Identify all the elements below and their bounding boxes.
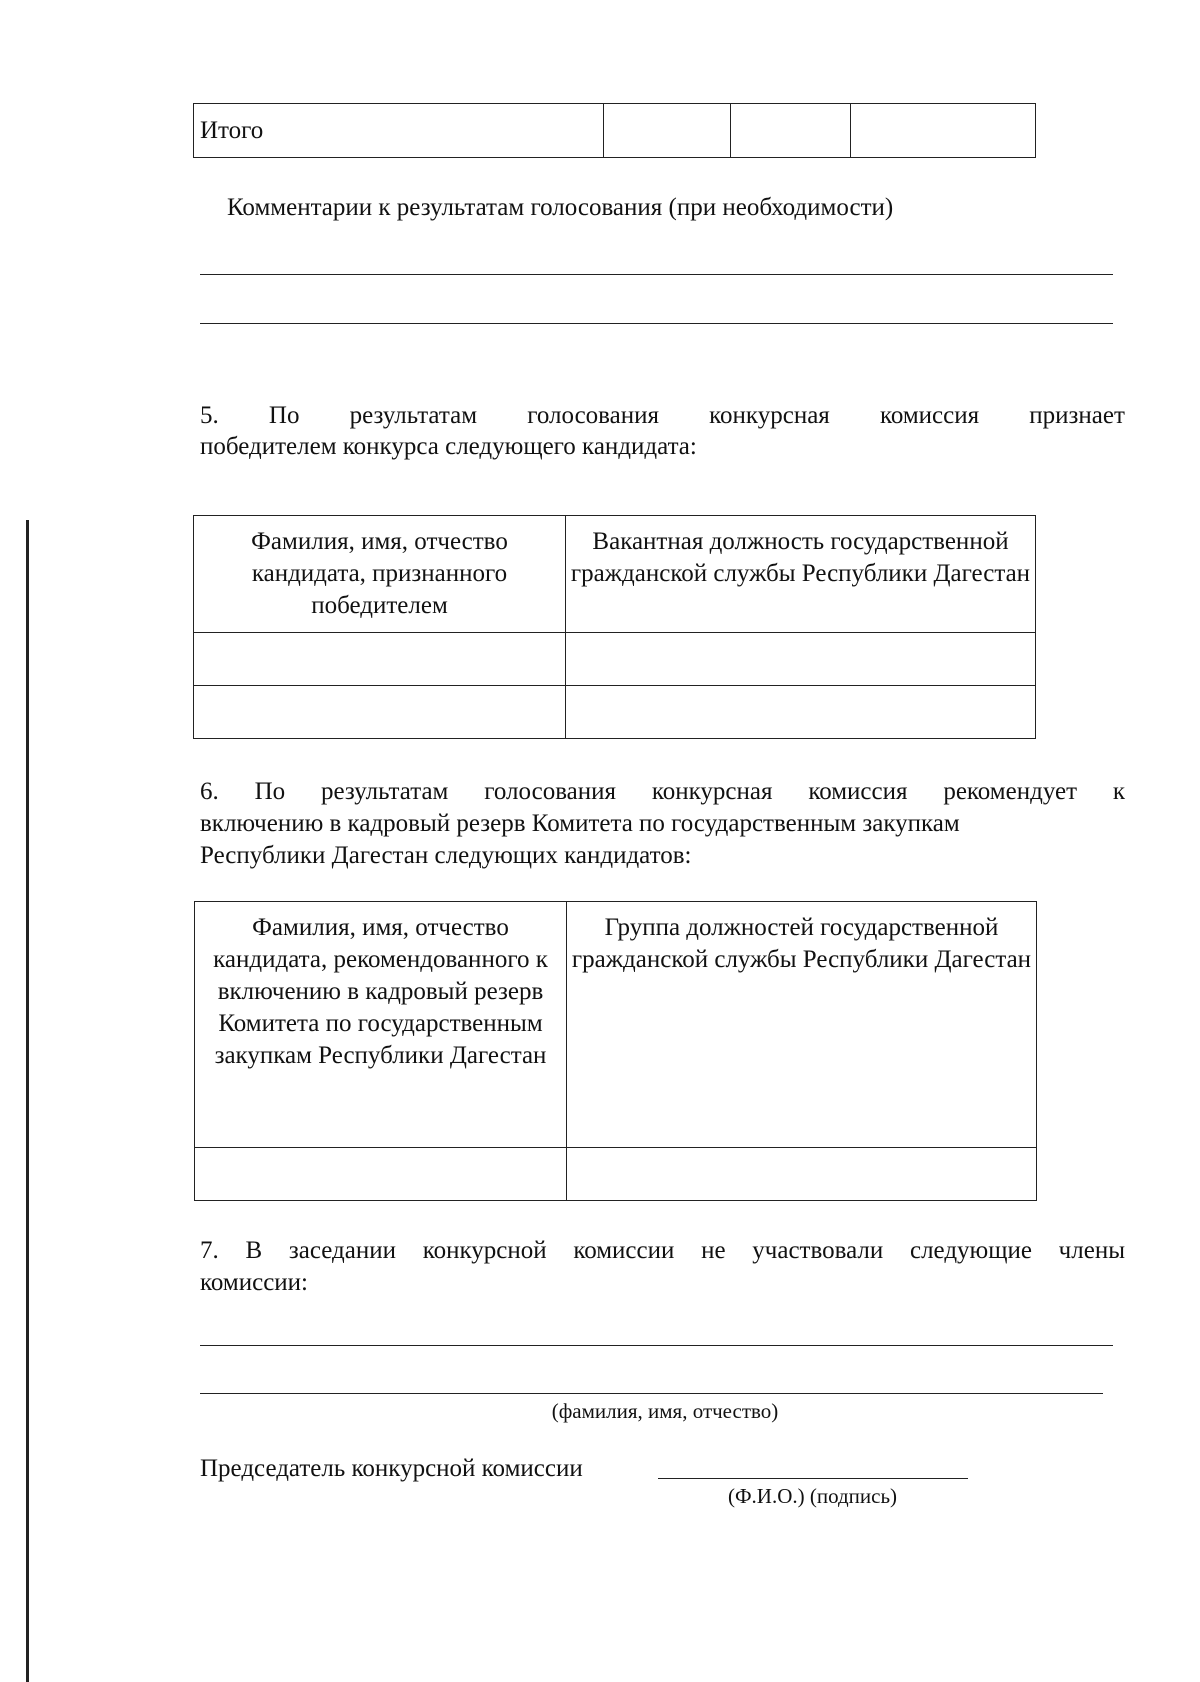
winner-table-header — [194, 516, 1036, 633]
winner-col2-header: Вакантная должность государственной гражданской службы Республики Дагестан — [566, 516, 1036, 633]
reserve-col2-header: Группа должностей государственной гражданской службы Республики Дагестан — [567, 902, 1037, 1148]
section6-line1: 6. По результатам голосования конкурсная комиссия рекомендует к — [200, 778, 1125, 805]
reserve-col1-header: Фамилия, имя, отчество кандидата, рекомендованного к включению в кадровый резерв Комитета по государственным закупкам Республики Дагестан — [195, 902, 567, 1148]
totals-table — [193, 103, 1036, 158]
totals-cell — [851, 104, 1036, 158]
table-cell — [194, 686, 566, 739]
table-cell — [194, 633, 566, 686]
table-cell — [566, 686, 1036, 739]
comments-label: Комментарии к результатам голосования (при необходимости) — [227, 194, 894, 221]
section5-word: 5. — [200, 402, 219, 429]
chairman-signature-line[interactable] — [658, 1478, 968, 1479]
section6-line2: включению в кадровый резерв Комитета по государственным закупкам — [200, 810, 960, 837]
section5-line2: победителем конкурса следующего кандидата: — [200, 433, 697, 460]
totals-label: Итого — [194, 104, 604, 158]
table-row — [195, 1148, 1037, 1201]
section7-line2: комиссии: — [200, 1269, 308, 1296]
chairman-signature-caption: (Ф.И.О.) (подпись) — [727, 1484, 898, 1508]
absent-members-line-2 — [200, 1393, 1103, 1394]
section6-line3: Республики Дагестан следующих кандидатов: — [200, 842, 692, 869]
scan-edge-artifact — [26, 520, 29, 1682]
section5-word: По — [268, 402, 300, 429]
reserve-table — [194, 901, 1037, 1201]
section5-word: комиссия — [879, 402, 980, 429]
section5-word: голосования — [527, 402, 660, 429]
absent-members-caption: (фамилия, имя, отчество) — [551, 1399, 779, 1423]
totals-cell — [731, 104, 851, 158]
totals-cell — [604, 104, 731, 158]
section5-line1 — [200, 400, 1125, 432]
section5-word: конкурсная — [709, 402, 830, 429]
section5-word: признает — [1029, 402, 1125, 429]
section5-word: результатам — [349, 402, 478, 429]
winner-col1-header: Фамилия, имя, отчество кандидата, признанного победителем — [194, 516, 566, 633]
absent-members-line-1 — [200, 1345, 1113, 1346]
winner-table — [193, 515, 1036, 739]
chairman-label: Председатель конкурсной комиссии — [200, 1455, 583, 1482]
table-cell — [567, 1148, 1037, 1201]
table-row — [194, 633, 1036, 686]
comments-line-1 — [200, 274, 1113, 275]
totals-row — [194, 104, 1036, 158]
table-row — [194, 686, 1036, 739]
reserve-table-header — [195, 902, 1037, 1148]
table-cell — [195, 1148, 567, 1201]
section7-line1: 7. В заседании конкурсной комиссии не участвовали следующие члены — [200, 1237, 1125, 1264]
table-cell — [566, 633, 1036, 686]
comments-line-2 — [200, 323, 1113, 324]
